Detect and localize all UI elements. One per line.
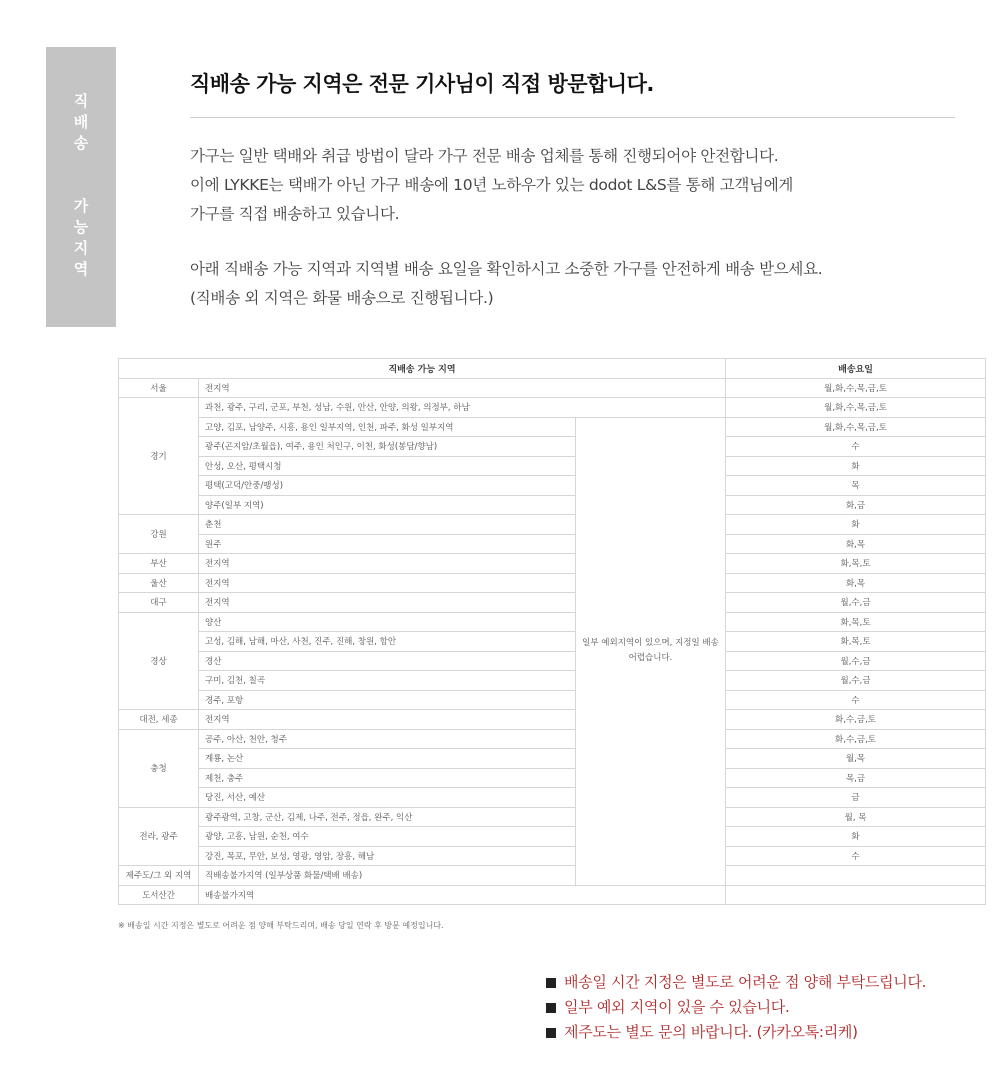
table-row bbox=[119, 651, 986, 671]
table-row bbox=[119, 476, 986, 496]
side-tab-char: 능 bbox=[73, 218, 89, 236]
notice-text: 일부 예외 지역이 있을 수 있습니다. bbox=[564, 998, 790, 1016]
area-cell: 고양, 김포, 남양주, 시흥, 용인 일부지역, 인천, 파주, 화성 일부지역 bbox=[199, 417, 576, 437]
day-cell bbox=[726, 885, 986, 905]
area-cell: 전지역 bbox=[199, 573, 576, 593]
day-cell bbox=[726, 866, 986, 886]
side-tab-char: 지 bbox=[73, 239, 89, 257]
table-row bbox=[119, 768, 986, 788]
intro-line: (직배송 외 지역은 화물 배송으로 진행됩니다.) bbox=[190, 289, 494, 307]
region-cell: 제주도/그 외 지역 bbox=[119, 866, 199, 886]
area-cell: 강진, 목포, 무안, 보성, 영광, 영암, 장흥, 해남 bbox=[199, 846, 576, 866]
title-divider bbox=[190, 117, 955, 118]
day-cell: 수 bbox=[726, 846, 986, 866]
table-row bbox=[119, 749, 986, 769]
region-cell: 도서산간 bbox=[119, 885, 199, 905]
area-cell: 전지역 bbox=[199, 378, 726, 398]
table-row bbox=[119, 729, 986, 749]
side-tab-label bbox=[46, 47, 116, 327]
region-cell: 경상 bbox=[119, 612, 199, 710]
day-cell: 수 bbox=[726, 437, 986, 457]
side-tab-char: 가 bbox=[73, 197, 89, 215]
table-row bbox=[119, 495, 986, 515]
exception-note-cell: 일부 예외지역이 있으며, 지정일 배송 어렵습니다. bbox=[576, 417, 726, 885]
table-row bbox=[119, 671, 986, 691]
day-cell: 화,수,금,토 bbox=[726, 729, 986, 749]
table-row bbox=[119, 554, 986, 574]
day-cell: 화,목,토 bbox=[726, 632, 986, 652]
intro-line: 가구는 일반 택배와 취급 방법이 달라 가구 전문 배송 업체를 통해 진행되어야 안전합니다. bbox=[190, 147, 779, 165]
region-cell: 부산 bbox=[119, 554, 199, 574]
area-cell: 전지역 bbox=[199, 554, 576, 574]
day-cell: 목 bbox=[726, 476, 986, 496]
area-cell: 당진, 서산, 예산 bbox=[199, 788, 576, 808]
region-cell: 강원 bbox=[119, 515, 199, 554]
day-cell: 월,화,수,목,금,토 bbox=[726, 378, 986, 398]
header-day: 배송요일 bbox=[726, 359, 986, 379]
table-row bbox=[119, 515, 986, 535]
area-cell: 제천, 충주 bbox=[199, 768, 576, 788]
area-cell: 계룡, 논산 bbox=[199, 749, 576, 769]
intro-line: 이에 LYKKE는 택배가 아닌 가구 배송에 10년 노하우가 있는 dodot L&S를 통해 고객님에게 bbox=[190, 176, 794, 194]
region-cell: 서울 bbox=[119, 378, 199, 398]
day-cell: 화,목 bbox=[726, 534, 986, 554]
area-cell: 공주, 아산, 천안, 청주 bbox=[199, 729, 576, 749]
area-cell: 경산 bbox=[199, 651, 576, 671]
table-row bbox=[119, 788, 986, 808]
day-cell: 월,화,수,목,금,토 bbox=[726, 398, 986, 418]
area-cell: 과천, 광주, 구리, 군포, 부천, 성남, 수원, 안산, 안양, 의왕, 의정부, 하남 bbox=[199, 398, 726, 418]
day-cell: 화,목 bbox=[726, 573, 986, 593]
day-cell: 월,목 bbox=[726, 749, 986, 769]
region-cell: 경기 bbox=[119, 398, 199, 515]
day-cell: 월, 목 bbox=[726, 807, 986, 827]
area-cell: 광주광역, 고창, 군산, 김제, 나주, 전주, 정읍, 완주, 익산 bbox=[199, 807, 576, 827]
page-title: 직배송 가능 지역은 전문 기사님이 직접 방문합니다. bbox=[190, 72, 654, 96]
region-cell: 충청 bbox=[119, 729, 199, 807]
table-row bbox=[119, 885, 986, 905]
intro-line: 아래 직배송 가능 지역과 지역별 배송 요일을 확인하시고 소중한 가구를 안전하게 배송 받으세요. bbox=[190, 260, 823, 278]
side-tab-char: 직 bbox=[73, 92, 89, 110]
region-cell: 대구 bbox=[119, 593, 199, 613]
square-bullet-icon bbox=[546, 978, 556, 988]
table-row bbox=[119, 456, 986, 476]
area-cell: 양주(일부 지역) bbox=[199, 495, 576, 515]
side-tab-char: 역 bbox=[73, 260, 89, 278]
day-cell: 월,화,수,목,금,토 bbox=[726, 417, 986, 437]
day-cell: 수 bbox=[726, 690, 986, 710]
notice-item bbox=[546, 995, 926, 1020]
day-cell: 화 bbox=[726, 456, 986, 476]
day-cell: 화,수,금,토 bbox=[726, 710, 986, 730]
day-cell: 화,목,토 bbox=[726, 554, 986, 574]
day-cell: 목,금 bbox=[726, 768, 986, 788]
table-row bbox=[119, 417, 986, 437]
table-row bbox=[119, 612, 986, 632]
table-footnote: ※ 배송일 시간 지정은 별도로 어려운 점 양해 부탁드리며, 배송 당일 연락 후 방문 예정입니다. bbox=[118, 921, 444, 930]
table-row bbox=[119, 632, 986, 652]
table-row bbox=[119, 710, 986, 730]
area-cell: 광주(곤지암/초월읍), 여주, 용인 처인구, 이천, 화성(봉담/향남) bbox=[199, 437, 576, 457]
table-row bbox=[119, 534, 986, 554]
intro-line: 가구를 직접 배송하고 있습니다. bbox=[190, 205, 400, 223]
side-tab-char: 배 bbox=[73, 113, 89, 131]
area-cell: 춘천 bbox=[199, 515, 576, 535]
notice-list bbox=[546, 970, 926, 1045]
day-cell: 월,수,금 bbox=[726, 671, 986, 691]
area-cell: 양산 bbox=[199, 612, 576, 632]
area-cell: 배송불가지역 bbox=[199, 885, 726, 905]
table-row bbox=[119, 807, 986, 827]
square-bullet-icon bbox=[546, 1003, 556, 1013]
notice-item bbox=[546, 970, 926, 995]
area-cell: 전지역 bbox=[199, 593, 576, 613]
side-tab-char: 송 bbox=[73, 134, 89, 152]
table-header-row bbox=[119, 359, 986, 379]
area-cell: 구미, 김천, 칠곡 bbox=[199, 671, 576, 691]
table-row bbox=[119, 573, 986, 593]
region-cell: 대전, 세종 bbox=[119, 710, 199, 730]
day-cell: 월,수,금 bbox=[726, 593, 986, 613]
area-cell: 직배송불가지역 (일부상품 화물/택배 배송) bbox=[199, 866, 726, 886]
intro-text bbox=[190, 142, 970, 313]
day-cell: 화 bbox=[726, 827, 986, 847]
table-row bbox=[119, 690, 986, 710]
table-row bbox=[119, 827, 986, 847]
region-cell: 울산 bbox=[119, 573, 199, 593]
area-cell: 광양, 고흥, 남원, 순천, 여수 bbox=[199, 827, 576, 847]
table-row bbox=[119, 866, 986, 886]
notice-item bbox=[546, 1020, 926, 1045]
day-cell: 화 bbox=[726, 515, 986, 535]
delivery-area-table-wrapper bbox=[118, 358, 985, 905]
table-row bbox=[119, 846, 986, 866]
area-cell: 원주 bbox=[199, 534, 576, 554]
table-row bbox=[119, 378, 986, 398]
header-area: 직배송 가능 지역 bbox=[119, 359, 726, 379]
table-row bbox=[119, 398, 986, 418]
delivery-area-table bbox=[118, 358, 986, 905]
area-cell: 전지역 bbox=[199, 710, 576, 730]
area-cell: 경주, 포항 bbox=[199, 690, 576, 710]
day-cell: 화,금 bbox=[726, 495, 986, 515]
table-row bbox=[119, 593, 986, 613]
area-cell: 고성, 김해, 남해, 마산, 사천, 진주, 진해, 창원, 함안 bbox=[199, 632, 576, 652]
notice-text: 배송일 시간 지정은 별도로 어려운 점 양해 부탁드립니다. bbox=[564, 973, 927, 991]
notice-text: 제주도는 별도 문의 바랍니다. (카카오톡:리케) bbox=[564, 1023, 858, 1041]
area-cell: 평택(고덕/안중/팽성) bbox=[199, 476, 576, 496]
day-cell: 금 bbox=[726, 788, 986, 808]
square-bullet-icon bbox=[546, 1028, 556, 1038]
day-cell: 화,목,토 bbox=[726, 612, 986, 632]
area-cell: 안성, 오산, 평택시청 bbox=[199, 456, 576, 476]
table-row bbox=[119, 437, 986, 457]
day-cell: 월,수,금 bbox=[726, 651, 986, 671]
region-cell: 전라, 광주 bbox=[119, 807, 199, 866]
